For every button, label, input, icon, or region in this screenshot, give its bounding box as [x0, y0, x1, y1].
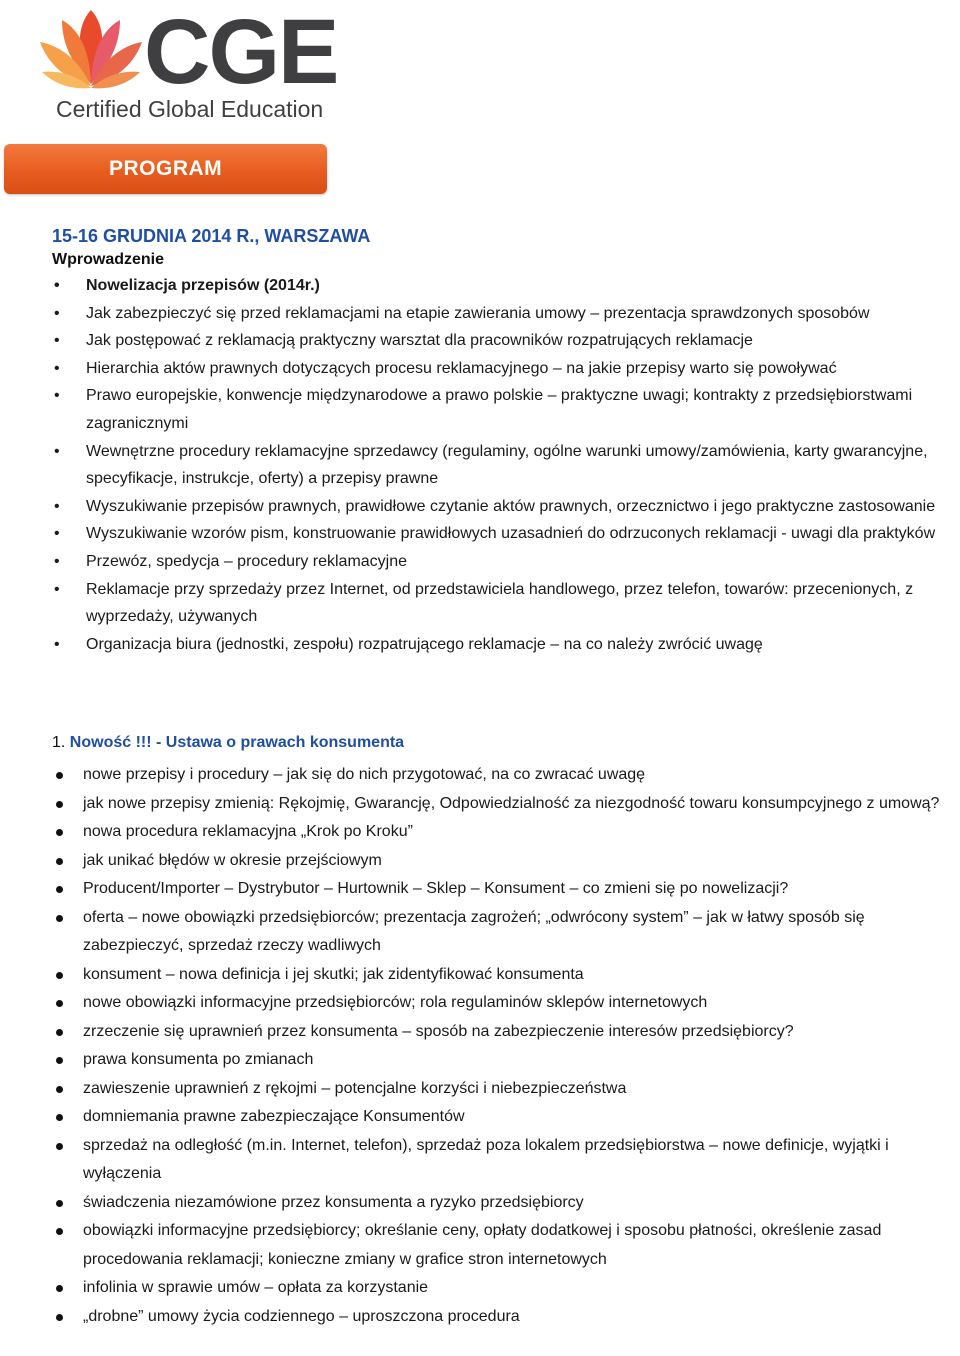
list-item	[83, 875, 958, 904]
list-item-text: zawieszenie uprawnień z rękojmi – potencjalne korzyści i niebezpieczeństwa	[83, 1079, 627, 1097]
logo-letters: CGE	[144, 1, 338, 103]
list-item-text: sprzedaż na odległość (m.in. Internet, telefon), sprzedaż poza lokalem przedsiębiorstwa – nowe definicje, wyjątki i wyłączenia	[83, 1136, 889, 1182]
list-item-text: Wewnętrzne procedury reklamacyjne sprzedawcy (regulaminy, ogólne warunki umowy/zamówienia, karty gwarancyjne, specyfikacje, instrukcje, oferty) a przepisy prawne	[86, 442, 928, 488]
list-item	[54, 493, 958, 521]
list-item	[83, 1189, 958, 1218]
list-item-text: Nowelizacja przepisów (2014r.)	[86, 277, 320, 294]
list-item	[54, 631, 958, 659]
bullet-icon	[56, 772, 63, 779]
list-item	[54, 520, 958, 548]
event-date-location: 15-16 GRUDNIA 2014 R., WARSZAWA	[52, 226, 371, 246]
bullet-icon	[56, 1285, 63, 1292]
list-item	[83, 1132, 958, 1189]
list-item	[54, 548, 958, 576]
bullet-icon	[56, 1114, 63, 1121]
list-item-text: nowa procedura reklamacyjna „Krok po Kroku”	[83, 823, 413, 840]
list-item	[83, 1303, 958, 1332]
list-item	[54, 300, 958, 328]
bullet-icon: •	[54, 332, 60, 350]
bullet-icon: •	[54, 552, 60, 570]
list-item	[54, 272, 958, 300]
bullet-icon	[56, 858, 63, 865]
bullet-icon	[56, 829, 63, 836]
list-item-text: Hierarchia aktów prawnych dotyczących procesu reklamacyjnego – na jakie przepisy warto się powoływać	[86, 359, 837, 377]
list-item	[83, 1217, 958, 1274]
list-item-text: Producent/Importer – Dystrybutor – Hurtownik – Sklep – Konsument – co zmieni się po nowelizacji?	[83, 880, 789, 897]
program-banner	[4, 144, 327, 194]
intro-list	[54, 272, 958, 658]
bullet-icon: •	[54, 277, 60, 294]
list-item	[54, 576, 958, 631]
list-item-text: Organizacja biura (jednostki, zespołu) rozpatrującego reklamacje – na co należy zwrócić uwagę	[86, 635, 763, 653]
bullet-icon	[56, 1143, 63, 1150]
bullet-icon: •	[54, 387, 60, 405]
section-1-heading: Nowość !!! - Ustawa o prawach konsumenta	[69, 734, 405, 751]
list-item-text: infolinia w sprawie umów – opłata za korzystanie	[83, 1279, 429, 1296]
list-item-text: oferta – nowe obowiązki przedsiębiorców; prezentacja zagrożeń; „odwrócony system” – jak w łatwy sposób się zabezpieczyć, sprzedaż rzeczy wadliwych	[83, 908, 865, 954]
bullet-icon	[56, 1200, 63, 1207]
bullet-icon: •	[54, 635, 60, 653]
list-item	[83, 961, 958, 990]
bullet-icon: •	[54, 304, 60, 322]
list-item-text: Wyszukiwanie wzorów pism, konstruowanie prawidłowych uzasadnień do odrzuconych reklamacji - uwagi dla praktyków	[86, 525, 936, 543]
list-item	[83, 1103, 958, 1132]
bullet-icon: •	[54, 525, 60, 543]
list-item	[54, 438, 958, 493]
list-item	[83, 818, 958, 847]
list-item	[83, 1046, 958, 1075]
list-item	[54, 382, 958, 437]
list-item	[83, 904, 958, 961]
list-item-text: obowiązki informacyjne przedsiębiorcy; określanie ceny, opłaty dodatkowej i sposobu płatności, określenie zasad procedowania reklamacji; konieczne zmiany w grafice stron internetowych	[83, 1222, 882, 1268]
section-1-number: 1.	[52, 734, 70, 751]
list-item	[83, 790, 958, 819]
list-item-text: nowe przepisy i procedury – jak się do nich przygotować, na co zwracać uwagę	[83, 766, 646, 783]
list-item-text: „drobne” umowy życia codziennego – uproszczona procedura	[83, 1307, 520, 1325]
list-item	[54, 355, 958, 383]
list-item-text: Reklamacje przy sprzedaży przez Internet, od przedstawiciela handlowego, przez telefon, towarów: przecenionych, z wyprzedaży, używanych	[86, 580, 914, 626]
list-item-text: nowe obowiązki informacyjne przedsiębiorców; rola regulaminów sklepów internetowych	[83, 994, 708, 1011]
bullet-icon	[56, 801, 63, 808]
list-item	[83, 761, 958, 790]
bullet-icon	[56, 1000, 63, 1007]
bullet-icon	[56, 886, 63, 893]
bullet-icon	[56, 1086, 63, 1093]
list-item-text: Jak zabezpieczyć się przed reklamacjami na etapie zawierania umowy – prezentacja sprawdzonych sposobów	[86, 304, 870, 322]
list-item-text: Przewóz, spedycja – procedury reklamacyjne	[86, 552, 408, 570]
bullet-icon: •	[54, 580, 60, 598]
list-item-text: prawa konsumenta po zmianach	[83, 1051, 314, 1068]
bullet-icon	[56, 1029, 63, 1036]
bullet-icon	[56, 915, 63, 922]
program-banner-label: PROGRAM	[109, 157, 223, 180]
bullet-icon: •	[54, 359, 60, 377]
list-item	[54, 327, 958, 355]
bullet-icon	[56, 1057, 63, 1064]
bullet-icon: •	[54, 497, 60, 515]
cge-logo	[36, 1, 338, 124]
list-item-text: zrzeczenie się uprawnień przez konsumenta – sposób na zabezpieczenie interesów przedsiębiorcy?	[83, 1022, 794, 1040]
list-item	[83, 1018, 958, 1047]
bullet-icon	[56, 972, 63, 979]
list-item-text: Wyszukiwanie przepisów prawnych, prawidłowe czytanie aktów prawnych, orzecznictwo i jego praktyczne zastosowanie	[86, 497, 936, 515]
list-item-text: Jak postępować z reklamacją praktyczny warsztat dla pracowników rozpatrujących reklamacje	[86, 332, 753, 350]
list-item-text: Prawo europejskie, konwencje międzynarodowe a prawo polskie – praktyczne uwagi; kontrakty z przedsiębiorstwami zagranicznymi	[86, 387, 913, 432]
list-item-text: domniemania prawne zabezpieczające Konsumentów	[83, 1108, 465, 1125]
bullet-icon	[56, 1228, 63, 1235]
logo-tagline: Certified Global Education	[56, 96, 324, 122]
list-item	[83, 847, 958, 876]
section-1-title	[52, 734, 404, 752]
intro-heading: Wprowadzenie	[52, 251, 165, 268]
list-item-text: jak nowe przepisy zmienią: Rękojmię, Gwarancję, Odpowiedzialność za niezgodność towaru konsumpcyjnego z umową?	[83, 794, 940, 812]
lotus-logo-icon	[36, 4, 146, 96]
list-item	[83, 989, 958, 1018]
bullet-icon	[56, 1314, 63, 1321]
list-item-text: konsument – nowa definicja i jej skutki; jak zidentyfikować konsumenta	[83, 965, 584, 983]
list-item-text: jak unikać błędów w okresie przejściowym	[83, 851, 382, 869]
consumer-law-list	[83, 761, 958, 1331]
bullet-icon: •	[54, 442, 60, 460]
list-item-text: świadczenia niezamówione przez konsumenta a ryzyko przedsiębiorcy	[83, 1193, 584, 1211]
list-item	[83, 1075, 958, 1104]
list-item	[83, 1274, 958, 1303]
